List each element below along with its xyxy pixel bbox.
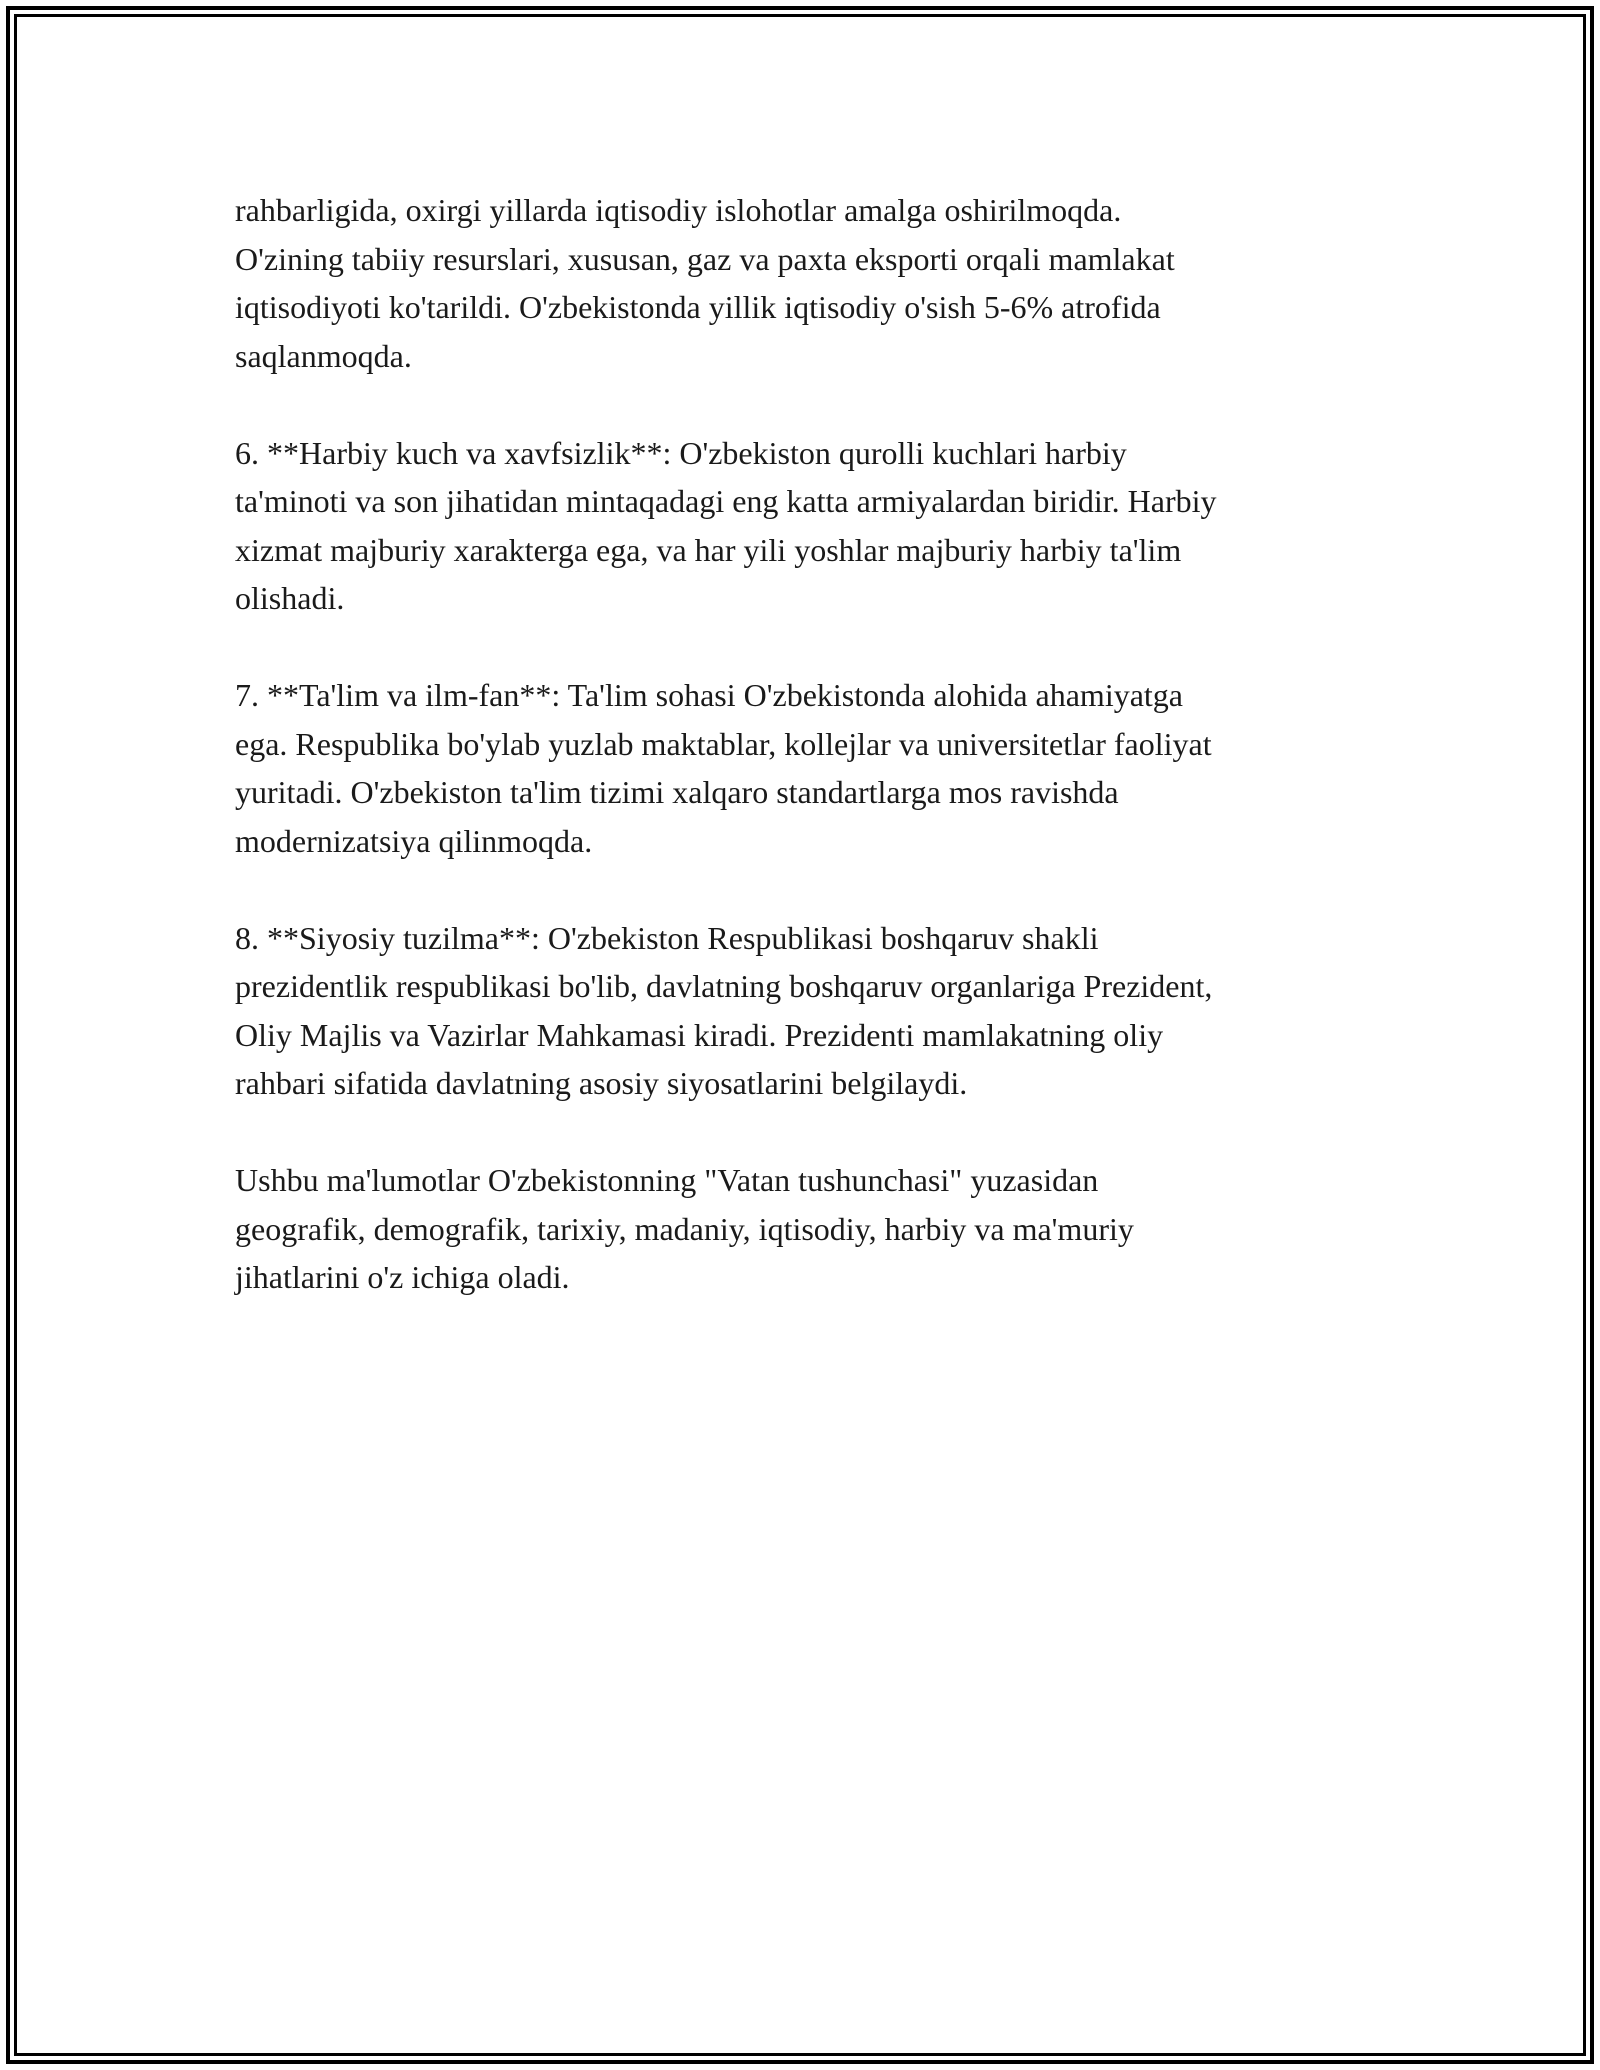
paragraph-economy-continued: rahbarligida, oxirgi yillarda iqtisodiy islohotlar amalga oshirilmoqda. O'zining tabiiy resurslari, xususan, gaz va paxta eksporti orqali mamlakat iqtisodiyoti ko'tarildi. O'zbekistonda yillik iqtisodiy o'sish 5-6% atrofida saqlanmoqda.: [235, 192, 1175, 374]
paragraph-summary: Ushbu ma'lumotlar O'zbekistonning "Vatan tushunchasi" yuzasidan geografik, demografik, tarixiy, madaniy, iqtisodiy, harbiy va ma'muriy jihatlarini o'z ichiga oladi.: [235, 1162, 1134, 1295]
paragraph-education: 7. **Ta'lim va ilm-fan**: Ta'lim sohasi O'zbekistonda alohida ahamiyatga ega. Respublika bo'ylab yuzlab maktablar, kollejlar va universitetlar faoliyat yuritadi. O'zbekiston ta'lim tizimi xalqaro standartlarga mos ravishda modernizatsiya qilinmoqda.: [235, 677, 1212, 859]
paragraph-military: 6. **Harbiy kuch va xavfsizlik**: O'zbekiston qurolli kuchlari harbiy ta'minoti va son jihatidan mintaqadagi eng katta armiyalardan biridir. Harbiy xizmat majburiy xarakterga ega, va har yili yoshlar majburiy harbiy ta'lim olishadi.: [235, 434, 1217, 616]
paragraph-political-structure: 8. **Siyosiy tuzilma**: O'zbekiston Respublikasi boshqaruv shakli prezidentlik respublikasi bo'lib, davlatning boshqaruv organlariga Prezident, Oliy Majlis va Vazirlar Mahkamasi kiradi. Prezidenti mamlakatning oliy rahbari sifatida davlatning asosiy siyosatlarini belgilaydi.: [235, 919, 1213, 1101]
document-body: [235, 186, 1375, 1302]
